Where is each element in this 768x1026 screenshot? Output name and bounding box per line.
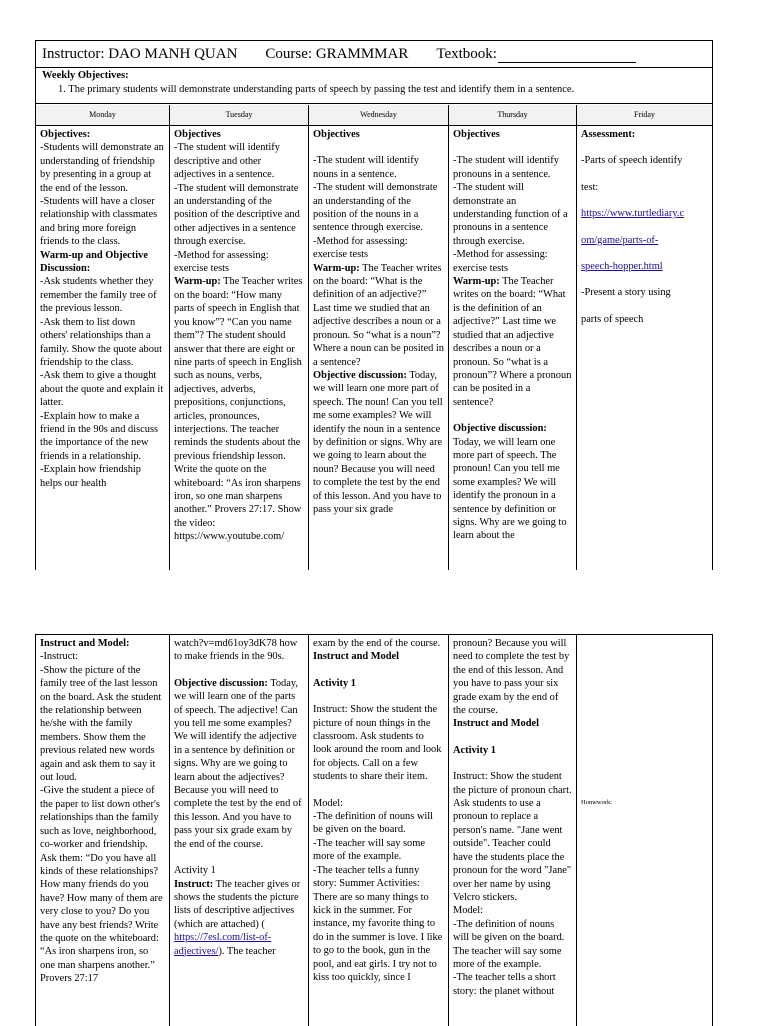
spacer xyxy=(453,731,572,744)
paragraph-lead: Warm-up: xyxy=(174,276,221,288)
paragraph: Objective discussion: Today, we will learn one more part of speech. The noun! Can you tell me some examples? We will identify the noun in a sentence by definition or signs. Why are we going to learn about the noun? Because you will need to complete the test by the end of this lesson. And you have to pass your six grade xyxy=(313,369,443,515)
paragraph: -Method for assessing: exercise tests xyxy=(174,249,269,275)
section-heading: Activity 1 xyxy=(453,744,496,756)
paragraph: -Instruct: xyxy=(40,651,79,663)
paragraph-lead: Objective discussion: xyxy=(453,423,547,435)
paragraph: Instruct: Show the student the picture of pronoun chart. Ask students to use a pronoun to replace a person's name. "Jane went outside". Teacher could have the students place the pronoun for the word "Jane" over her name by using Velcro stickers. xyxy=(453,771,572,903)
wednesday-cell xyxy=(309,126,448,516)
paragraph: Warm-up: The Teacher writes on the board: “What is the definition of an adjective?” Last time we studied that an adjective describes a noun or a pronoun. So “what is a noun”? Where a noun can be posited in a sentence? xyxy=(313,262,444,368)
instruct-paragraph: Instruct: The teacher gives or shows the students the picture lists of descriptive adjectives (which are attached) ( https://7esl.com/list-of-adjectives/). The teacher xyxy=(174,878,301,957)
friday-column xyxy=(577,105,712,570)
tuesday-cell xyxy=(170,126,308,544)
paragraph-lead: Warm-up: xyxy=(313,262,360,274)
section-heading: Activity 1 xyxy=(313,677,356,689)
activity-title: Activity 1 xyxy=(174,865,216,877)
paragraph: -Ask them to list down others' relationships than a family. Show the quote about friendship to the class. xyxy=(40,316,162,368)
paragraph: -The student will demonstrate an understanding of the position of the descriptive and other adjectives in a sentence through exercise. xyxy=(174,182,300,248)
section-heading: Instruct and Model xyxy=(313,651,400,663)
monday-column xyxy=(36,105,170,570)
assessment-link[interactable]: https://www.turtlediary.c xyxy=(581,208,685,220)
section-heading: Objectives xyxy=(174,129,221,140)
course-label: Course: GRAMMMAR xyxy=(265,45,409,62)
wednesday-column xyxy=(309,635,449,1026)
video-caption: watch?v=md61oy3dK78 how to make friends in the 90s. xyxy=(174,638,298,663)
assessment-link[interactable]: speech-hopper.html xyxy=(581,261,663,273)
assessment-line: test: xyxy=(581,181,599,193)
monday-cell xyxy=(36,635,169,986)
tuesday-cell xyxy=(170,635,308,958)
weekly-plan-grid xyxy=(36,105,712,570)
paragraph: -The teacher tells a short story: the planet without xyxy=(453,972,556,997)
paragraph: -Ask them to give a thought about the quote and explain it latter. xyxy=(40,370,164,409)
thursday-column xyxy=(449,105,577,570)
plan-header xyxy=(36,41,712,68)
assessment-line: parts of speech xyxy=(581,313,644,325)
paragraph: -The definition of nouns will be given on the board. The teacher will say some more of the example. xyxy=(453,918,565,970)
weekly-objectives-title: Weekly Objectives: xyxy=(42,70,129,81)
paragraph: Model: xyxy=(453,905,484,917)
weekly-objectives xyxy=(36,68,712,104)
paragraph: -Give the student a piece of the paper to list down other's relationships than the family such as love, neighborhood, co-worker and friendship. Ask them: “Do you have all kinds of these relationships? How many friends do you have? How many of them are very close to you? Do you have any best friends? Write the quote on the whiteboard: “As iron sharpens iron, so one man sharpens another.” Provers 27:17 xyxy=(40,785,163,985)
paragraph: -Students will demonstrate an understanding of friendship by presenting in a group at the end of the lesson. xyxy=(40,142,164,194)
day-header-tuesday: Tuesday xyxy=(170,105,308,126)
section-heading: Instruct and Model xyxy=(453,718,540,730)
weekly-plan-grid-continued xyxy=(36,635,712,1026)
paragraph-lead: Objective discussion: xyxy=(174,677,268,689)
section-heading: Objectives xyxy=(313,129,360,140)
monday-column xyxy=(36,635,170,1026)
paragraph: -Students will have a closer relationship with classmates and bring more foreign friends to the class. xyxy=(40,196,158,248)
assessment-line: -Present a story using xyxy=(581,287,671,299)
paragraph-lead: Objective discussion: xyxy=(313,369,407,381)
spacer xyxy=(453,141,572,154)
assessment-line: -Parts of speech identify xyxy=(581,155,683,167)
paragraph: -The definition of nouns will be given on the board. xyxy=(313,811,434,836)
paragraph: Objective discussion: Today, we will learn one more part of speech. The pronoun! Can you tell me some examples? We will identify the pronoun in a sentence by definition or signs. Why are we going to learn about the xyxy=(453,423,567,542)
paragraph: -Explain how friendship helps our health xyxy=(40,464,141,489)
textbook-label: Textbook: xyxy=(436,45,497,62)
spacer xyxy=(313,690,444,703)
lesson-plan-page-1 xyxy=(35,40,713,570)
section-heading: Instruct and Model: xyxy=(40,638,130,649)
paragraph: -The student will identify nouns in a sentence. xyxy=(313,155,419,180)
spacer xyxy=(313,141,444,154)
paragraph: -Ask students whether they remember the family tree of the previous lesson. xyxy=(40,276,157,315)
paragraph: -The teacher tells a funny story: Summer Activities: There are so many things to kick in the summer. For instance, my favorite thing to do in the summer is love. I like to go to the book, gun in the pool, and eat girls. I try not to kiss too quickly, since I xyxy=(313,864,443,983)
paragraph: -The teacher will say some more of the example. xyxy=(313,837,425,863)
paragraph: pronoun? Because you will need to complete the test by the end of this lesson. And you have to pass your six grade exam by the end of the course. xyxy=(453,638,570,717)
instructor-label: Instructor: DAO MANH QUAN xyxy=(42,45,238,62)
spacer xyxy=(453,757,572,770)
weekly-objective-item: 1. The primary students will demonstrate understanding parts of speech by passing the test and identify them in a sentence. xyxy=(58,84,575,95)
paragraph: -The student will identify pronouns in a sentence. xyxy=(453,155,559,180)
thursday-cell xyxy=(449,126,576,543)
tuesday-column xyxy=(170,105,309,570)
spacer xyxy=(313,784,444,797)
section-heading: Objectives: xyxy=(40,129,91,140)
lesson-plan-page-2 xyxy=(35,634,713,1026)
day-header-thursday: Thursday xyxy=(449,105,576,126)
textbook-field xyxy=(436,46,636,63)
textbook-blank-line xyxy=(498,49,636,63)
paragraph: -Method for assessing: exercise tests xyxy=(313,235,408,261)
tuesday-column xyxy=(170,635,309,1026)
paragraph: Warm-up: The Teacher writes on the board: “How many parts of speech in English that you know”? “Can you name them”? The student should answer that there are eight or nine parts of speech in English such as nouns, verbs, adjectives, adverbs, prepositions, conjunctions, articles, pronounces, interjections. The teacher reminds the students about the previous friendship lesson. Write the quote on the whiteboard: “As iron sharpens iron, so one man sharpens another.” Provers 27:17. Show the video: https://www.youtube.com/ xyxy=(174,276,303,543)
paragraph: -Show the picture of the family tree of the last lesson on the board. Ask the student the relationship between he/she with the family members. Show them the previous related new words again and ask them to say it out loud. xyxy=(40,664,162,784)
paragraph: Model: xyxy=(313,797,344,809)
spacer xyxy=(313,664,444,677)
paragraph: -Method for assessing: exercise tests xyxy=(453,249,548,274)
day-header-monday: Monday xyxy=(36,105,169,126)
objective-discussion: Objective discussion: Today, we will learn one of the parts of speech. The adjective! Can you tell me some examples? We will identify the adjective in a sentence by definition or signs. Why are we going to learn about the adjectives? Because you will need to complete the test by the end of this lesson. And you have to pass your six grade exam by the end of the course. xyxy=(174,677,302,850)
day-header-wednesday: Wednesday xyxy=(309,105,448,126)
paragraph: exam by the end of the course. xyxy=(313,638,441,649)
paragraph: -Explain how to make a friend in the 90s and discuss the importance of the new friends in a relationship. xyxy=(40,410,159,462)
paragraph-lead: Warm-up: xyxy=(453,276,500,288)
spacer xyxy=(453,409,572,422)
thursday-cell xyxy=(449,635,576,998)
section-heading: Objectives xyxy=(453,129,500,140)
paragraph: Instruct: Show the student the picture of noun things in the classroom. Ask students to look around the room and look for objects. Call on a few students to share their item. xyxy=(313,704,442,783)
homework-label: Homework: xyxy=(581,799,613,806)
wednesday-cell xyxy=(309,635,448,984)
monday-cell xyxy=(36,126,169,490)
paragraph-lead: Instruct: xyxy=(174,878,214,890)
section-heading: Warm-up and Objective Discussion: xyxy=(40,249,148,275)
paragraph: -The student will demonstrate an understanding function of a pronouns in a sentence through exercise. xyxy=(453,182,568,247)
adjectives-link[interactable]: https://7esl.com/list-of-adjectives/ xyxy=(174,932,272,957)
assessment-link[interactable]: om/game/parts-of- xyxy=(581,234,659,246)
friday-cell xyxy=(577,126,712,326)
paragraph: Warm-up: The Teacher writes on the board: “What is the definition of an adjective?” Last time we studied that an adjective describes a noun or a pronoun. So “what is a pronoun”? Where a pronoun can be posited in a sentence? xyxy=(453,276,572,408)
paragraph: -The student will demonstrate an understanding of the position of the nouns in a sentence through exercise. xyxy=(313,182,438,234)
day-header-friday: Friday xyxy=(577,105,712,126)
paragraph: -The student will identify descriptive and other adjectives in a sentence. xyxy=(174,142,280,181)
thursday-column xyxy=(449,635,577,1026)
wednesday-column xyxy=(309,105,449,570)
friday-column xyxy=(577,635,712,1026)
assessment-title: Assessment: xyxy=(581,129,636,140)
